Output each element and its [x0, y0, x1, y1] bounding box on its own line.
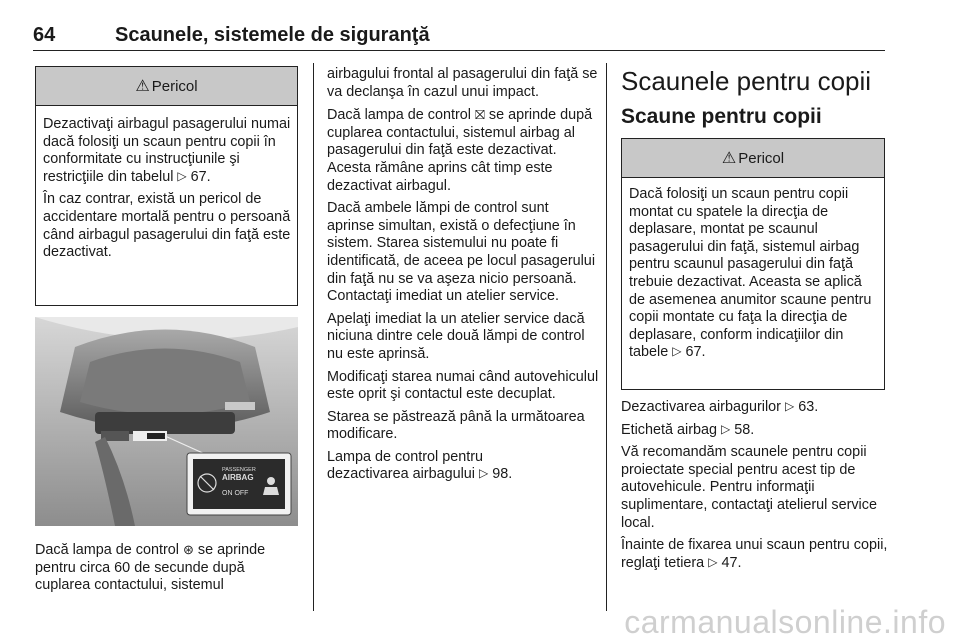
paragraph: airbagului frontal al pasagerului din faţă se va declanşa în cazul unui impact. — [327, 66, 598, 100]
photo-label-passenger: PASSENGER — [222, 467, 256, 473]
warning-box-right — [621, 138, 885, 390]
header-rule — [33, 50, 885, 51]
column-3-text — [621, 399, 889, 577]
cross-reference-arrow-icon: ▷ — [672, 344, 682, 359]
warning-title: Pericol — [151, 77, 198, 95]
column-divider-2 — [606, 63, 607, 611]
paragraph: Etichetă airbag ▷ 58. — [621, 421, 755, 438]
warning-paragraph: Dezactivaţi airbagul pasagerului numai dacă folosiţi un scaun pentru copii în conformitate cu instrucţiunile şi restricţiile din tabelul ▷ 67. — [43, 116, 291, 185]
column-1-text — [35, 541, 301, 600]
page-reference[interactable]: 63. — [798, 399, 819, 415]
warning-triangle-icon: ⚠ — [135, 78, 150, 95]
running-title: Scaunele, sistemele de siguranţă — [115, 24, 430, 46]
cross-reference-arrow-icon: ▷ — [784, 399, 795, 413]
page-number: 64 — [33, 24, 56, 46]
airbag-indicator-photo — [35, 317, 298, 526]
photo-label-on-off: ON OFF — [222, 490, 249, 497]
warning-title: Pericol — [738, 149, 785, 167]
page-reference[interactable]: 98. — [492, 466, 513, 483]
cross-reference-arrow-icon: ▷ — [708, 554, 718, 569]
cross-reference-arrow-icon: ▷ — [177, 168, 187, 183]
column-divider-1 — [313, 63, 314, 611]
paragraph: Lampa de control pentru dezactivarea airbagului ▷ 98. — [327, 448, 513, 483]
page-reference[interactable]: 67. — [685, 344, 706, 361]
subsection-heading: Scaune pentru copii — [621, 105, 822, 128]
page-reference[interactable]: 58. — [734, 421, 755, 438]
paragraph: Dacă lampa de control ⊛ se aprinde pentru circa 60 de secunde după cuplarea contactului, sistemul — [35, 542, 266, 594]
warning-paragraph: Dacă folosiţi un scaun pentru copii montat cu spatele la direcţia de deplasare, montat pe scaunul pasagerului din faţă, sistemul airbag pentru scaunul pasagerului din faţă trebuie dezactivat. Aceasta se aplică de asemenea anumitor scaune pentru copii montate cu faţa la direcţia de deplasare, conform indicaţiilor din tabele ▷ 67. — [629, 186, 872, 361]
section-heading: Scaunele pentru copii — [621, 66, 872, 96]
page-header — [33, 24, 885, 50]
paragraph: Modificaţi starea numai când autovehiculul este oprit şi contactul este decuplat. — [327, 368, 599, 403]
paragraph: Înainte de fixarea unui scaun pentru copii, reglaţi tetiera ▷ 47. — [621, 537, 888, 571]
photo-label-airbag: AIRBAG — [222, 473, 254, 482]
warning-paragraph: În caz contrar, există un pericol de accidentare mortală pentru o persoană când airbagul pasagerului din faţă este dezactivat. — [43, 191, 291, 261]
paragraph: Apelaţi imediat la un atelier service dacă niciuna dintre cele două lămpi de control nu este aprinsă. — [327, 310, 585, 362]
column-2-text — [327, 66, 599, 489]
paragraph: Dacă lampa de control ⛝ se aprinde după cuplarea contactului, sistemul airbag al pasagerului din faţă este dezactivat. Acesta rămâne aprins cât timp este dezactivat airbagul. — [327, 107, 593, 194]
paragraph: Dacă ambele lămpi de control sunt aprinse simultan, există o defecţiune în sistem. Starea sistemului nu poate fi identificată, de aceea pe locul pasagerului din faţă nu se va aşeza nicio persoană. Contactaţi imediat un atelier service. — [327, 200, 596, 305]
warning-box-header — [622, 139, 884, 178]
page-reference[interactable]: 47. — [721, 554, 742, 571]
cross-reference-arrow-icon: ▷ — [721, 421, 731, 436]
column-3 — [621, 66, 889, 130]
cross-reference-arrow-icon: ▷ — [479, 466, 489, 481]
overhead-console-illustration — [35, 317, 298, 526]
warning-triangle-icon: ⚠ — [721, 150, 737, 167]
paragraph: Starea se păstrează până la următoarea modificare. — [327, 408, 585, 443]
watermark-logo: carmanualsonline.info — [624, 604, 946, 640]
paragraph: Dezactivarea airbagurilor ▷ 63. — [621, 399, 819, 415]
airbag-on-lamp-icon: ⊛ — [182, 542, 194, 557]
page-reference[interactable]: 67. — [190, 168, 211, 185]
airbag-off-lamp-icon: ⛝ — [474, 107, 485, 123]
paragraph: Vă recomandăm scaunele pentru copii proiectate special pentru acest tip de autovehicule. Pentru informaţii suplimentare, contactaţi atelierul service local. — [621, 444, 877, 531]
warning-box-left — [35, 66, 298, 306]
warning-box-header — [36, 67, 297, 106]
